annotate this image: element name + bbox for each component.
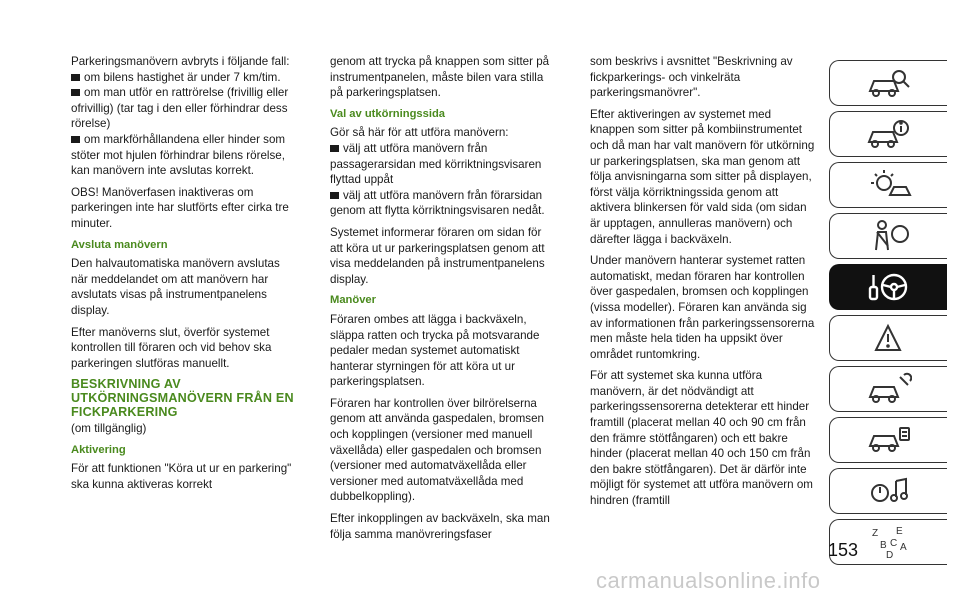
tab-car-search[interactable] [829,60,947,106]
tab-key-steering-wheel[interactable] [829,264,947,310]
bullet-item: välj att utföra manövern från passagerarsidan med körriktningsvisaren flyttad uppåt [330,141,542,187]
page-number: 153 [828,540,859,560]
bullet-icon [330,192,339,199]
bullet-item: om markförhållandena eller hinder som stöter mot hjulen förhindrar bilens rörelse, kan manövern inte avslutas korrekt. [71,132,286,178]
subheading: Manöver [330,294,377,307]
paragraph: Efter manöverns slut, överför systemet kontrollen till föraren och vid behov ska parkeringen slutföras manuellt. [71,325,272,370]
bullet-icon [330,145,339,152]
svg-text:C: C [889,538,897,549]
paragraph: OBS! Manöverfasen inaktiveras om parkeringen inte har slutförts efter cirka tre minuter. [71,185,289,230]
svg-text:E: E [895,526,903,537]
paragraph: Efter aktiveringen av systemet med knappen som sitter på kombiinstrumentet och då man har valt manövern för utkörning ur parkeringsplatsen, ska man genom att följa anvisningarna som sitter på displayen, först välja körriktningssida genom att aktivera blinkersen för vald sida (om sidan är upptagen, annulleras manövern) och därefter lägga i backväxeln. [590,107,815,246]
svg-text:A: A [899,542,907,553]
svg-text:B: B [879,540,887,551]
car-wrench-icon [866,371,912,407]
tab-car-info[interactable] [829,111,947,157]
paragraph: För att funktionen "Köra ut ur en parkering" ska kunna aktiveras korrekt [71,462,292,492]
text-column-3 [590,54,816,515]
paragraph: Under manövern hanterar systemet ratten automatiskt, medan föraren har kontrollen över gaspedalen, bromsen och kopplingen (vissa modeller). Föraren kan använda sig av informationen från parkeringssensorerna men måste hela tiden ha uppsikt över området runtomkring. [590,254,815,361]
paragraph: Föraren har kontrollen över bilrörelserna genom att använda gaspedalen, bromsen och kopplingen (versioner med manuell växellåda) eller gaspedalen och bromsen (versioner med automatväxellåda eller versioner med automatväxellåda med dubbelkoppling). [330,396,544,504]
paragraph: Efter inkopplingen av backväxeln, ska man följa samma manövreringsfaser [330,512,550,541]
chapter-tabs [829,60,949,570]
car-specs-icon [866,422,912,458]
seatbelt-airbag-icon [866,218,912,254]
bullet-item: välj att utföra manövern från förarsidan genom att flytta körriktningsvisaren nedåt. [330,188,545,218]
watermark: carmanualsonline.info [596,568,821,593]
paragraph: Den halvautomatiska manövern avslutas när meddelandet om att manövern har avslutats visas på instrumentpanelens display. [71,257,280,317]
tab-media-phone[interactable] [829,468,947,514]
bullet-item: om man utför en rattrörelse (frivillig eller ofrivillig) (tar tag i den eller förhindrar dess rörelse) [71,86,289,131]
svg-text:D: D [885,550,893,560]
tab-seatbelt-airbag[interactable] [829,213,947,259]
subheading: Val av utkörningssida [330,107,446,120]
media-phone-icon [866,473,912,509]
subheading: Avsluta manövern [71,238,168,251]
warning-triangle-icon [866,320,912,356]
bullet-icon [71,136,80,143]
dashboard-lights-icon [866,167,912,203]
svg-text:Z: Z [871,528,878,539]
tab-dashboard-lights[interactable] [829,162,947,208]
paragraph: som beskrivs i avsnittet "Beskrivning av fickparkerings- och vinkelräta parkeringsmanövrer". [590,55,793,100]
subheading: Aktivering [71,443,126,456]
paragraph: För att systemet ska kunna utföra manövern, är det nödvändigt att parkeringssensorerna detekterar ett hinder framtill (placerat mellan 40 och 90 cm från den främre stötfångaren) och ett bakre hinder (placerat mellan 40 och 150 cm från den bakre stötfångaren). Det är därför inte möjligt för systemet att utföra manövern om hindren (framtill [590,369,813,508]
text-column-2 [330,54,556,548]
paragraph: Gör så här för att utföra manövern: [330,126,509,140]
tab-warning-triangle[interactable] [829,315,947,361]
alphabet-index-icon [866,524,912,560]
car-search-icon [866,65,912,101]
bullet-icon [71,89,80,96]
paragraph: Föraren ombes att lägga i backväxeln, släppa ratten och trycka på motsvarande pedaler medan systemet automatiskt hanterar styrningen för att köra ut ur parkeringsplatsen. [330,312,540,389]
key-steering-wheel-icon [866,269,912,305]
car-info-icon [866,116,912,152]
paragraph: (om tillgänglig) [71,422,147,436]
paragraph: Systemet informerar föraren om sidan för att köra ut ur parkeringsplatsen genom att visa meddelanden på instrumentpanelens display. [330,225,545,286]
tab-car-wrench[interactable] [829,366,947,412]
paragraph: Parkeringsmanövern avbryts i följande fall: [71,55,290,68]
tab-car-specs[interactable] [829,417,947,463]
bullet-icon [71,74,80,81]
bullet-item: om bilens hastighet är under 7 km/tim. [71,70,297,86]
section-heading: BESKRIVNING AV UTKÖRNINGSMANÖVERN FRÅN EN FICKPARKERING [71,377,294,420]
paragraph: genom att trycka på knappen som sitter på instrumentpanelen, måste bilen vara stilla på parkeringsplatsen. [330,55,550,100]
text-column-1 [71,54,297,499]
